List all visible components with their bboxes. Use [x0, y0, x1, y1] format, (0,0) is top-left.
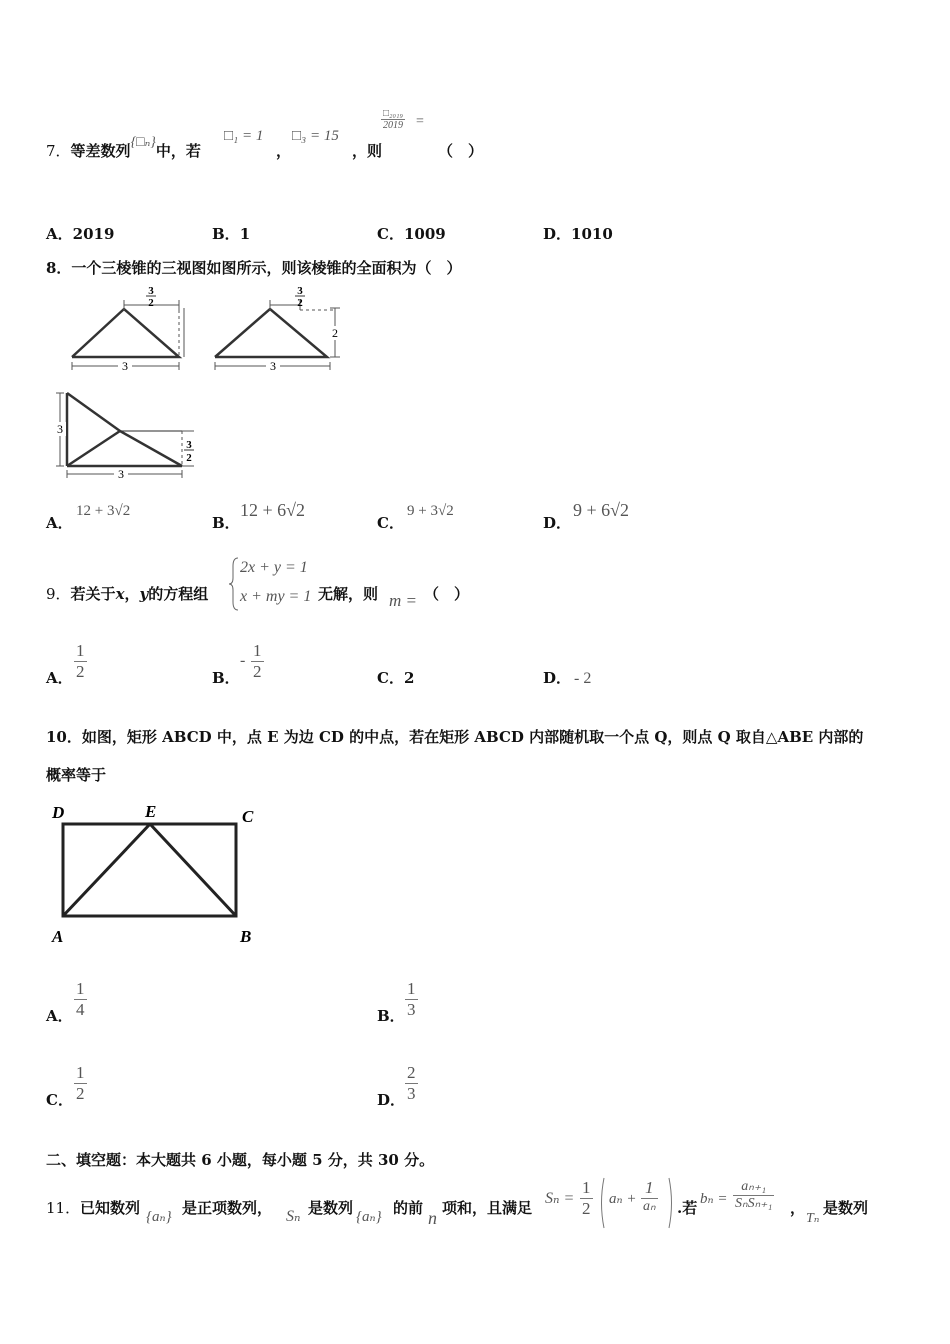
q9-paren: （ ）: [424, 585, 470, 603]
q8-option-a-value[interactable]: 12 + 3√2: [76, 503, 131, 519]
q8-option-a-label[interactable]: A．: [46, 514, 73, 532]
q7-number: 7．: [46, 142, 71, 160]
q10-option-c-value[interactable]: $\frac{1}{2}$: [76, 1063, 85, 1103]
q11-inverse: $\frac{1}{\text{aₙ}}$: [643, 1178, 656, 1214]
section-2-heading: 二、填空题：本大题共 6 小题，每小题 5 分，共 30 分。: [46, 1151, 435, 1169]
q8-top-half-den: 2: [186, 452, 192, 464]
q11-seq-1: {aₙ}: [146, 1209, 172, 1225]
q11-an: aₙ +: [609, 1191, 637, 1207]
q8-option-d-value[interactable]: 9 + 6√2: [573, 500, 630, 520]
q8-front-half-num: 3: [148, 285, 154, 297]
q9-text-3: 无解，则: [318, 585, 379, 603]
q8-text: 8．一个三棱锥的三视图如图所示，则该棱锥的全面积为（ ）: [46, 259, 462, 277]
q9-x: x: [115, 585, 125, 603]
q7-eq: =: [416, 114, 424, 129]
q8-option-b-label[interactable]: B．: [212, 514, 240, 532]
q9-option-d-label[interactable]: D．: [543, 669, 572, 687]
q9-option-b-value[interactable]: $\frac{1}{2}$: [253, 641, 262, 681]
q10-label-a: A: [52, 927, 64, 946]
q8-top-height: 3: [57, 422, 63, 436]
q10-option-b-label[interactable]: B．: [377, 1007, 405, 1025]
q10-line-2: 概率等于: [46, 766, 107, 784]
q7-frac-num: □₂₀₁₉: [383, 108, 403, 119]
q7-text-3: ，则: [352, 142, 383, 160]
q7-option-a[interactable]: A．2019: [46, 225, 115, 243]
q8-top-base: 3: [118, 467, 124, 480]
q11-sn: Sₙ: [286, 1208, 301, 1225]
q11-text-5: 项和，且满足: [442, 1199, 533, 1217]
q10-label-d: D: [52, 803, 65, 822]
q11-n: n: [428, 1208, 437, 1228]
q7-a1: □₁ = 1: [224, 128, 264, 144]
q11-text-1: 已知数列: [80, 1199, 141, 1217]
q7-sequence: {□ₙ}: [130, 135, 156, 150]
q8-top-view: [48, 386, 198, 480]
q10-option-a-value[interactable]: $\frac{1}{4}$: [76, 979, 85, 1019]
q8-option-c-value[interactable]: 9 + 3√2: [407, 503, 454, 519]
q9-option-d-value[interactable]: - 2: [574, 670, 592, 687]
q8-option-c-label[interactable]: C．: [377, 514, 404, 532]
q11-bn-eq: bₙ =: [700, 1191, 728, 1207]
q9-eq2: x + my = 1: [240, 588, 312, 605]
q11-text-3: 是数列: [308, 1199, 354, 1217]
q7-frac-den: 2019: [382, 120, 403, 131]
q7-paren: （ ）: [438, 142, 484, 160]
q11-bn-fraction: $\frac{\text{aₙ₊₁}}{\text{SₙSₙ₊₁}}$: [735, 1179, 773, 1212]
q11-seq-2: {aₙ}: [356, 1209, 382, 1225]
q10-option-b-value[interactable]: $\frac{1}{3}$: [407, 979, 416, 1019]
q7-sep: ，: [276, 142, 292, 160]
q11-text-4: 的前: [393, 1199, 424, 1217]
q11-half: $\frac{1}{2}$: [582, 1178, 591, 1218]
q8-front-view: [62, 282, 202, 374]
q7-text-1: 等差数列: [70, 142, 131, 160]
q7-option-b[interactable]: B．1: [212, 225, 251, 243]
q7-fraction: [381, 108, 405, 131]
q10-label-b: B: [240, 927, 252, 946]
q11-text-8: 是数列: [823, 1199, 869, 1217]
q11-text-7: ，: [790, 1199, 806, 1217]
q10-option-c-label[interactable]: C．: [46, 1091, 73, 1109]
q7-a3: □₃ = 15: [292, 128, 339, 144]
q8-side-height: 2: [332, 326, 338, 340]
q9-option-a-label[interactable]: A．: [46, 669, 73, 687]
q7-option-d[interactable]: D．1010: [543, 225, 613, 243]
q11-text-2: 是正项数列，: [182, 1199, 273, 1217]
q9-option-c[interactable]: C．2: [377, 669, 415, 687]
q9-number: 9．: [46, 585, 71, 603]
q10-option-d-value[interactable]: $\frac{2}{3}$: [407, 1063, 416, 1103]
q11-sn-eq: Sₙ =: [545, 1190, 575, 1207]
q9-text-2: 的方程组: [148, 585, 209, 603]
q10-option-d-label[interactable]: D．: [377, 1091, 406, 1109]
q9-option-b-sign[interactable]: -: [240, 652, 246, 669]
q10-label-c: C: [242, 807, 254, 826]
q9-m: m =: [389, 591, 417, 610]
q7-option-c[interactable]: C．1009: [377, 225, 446, 243]
q10-option-a-label[interactable]: A．: [46, 1007, 73, 1025]
q7-text-2: 中，若: [155, 142, 201, 160]
q10-figure: [46, 798, 276, 948]
q10-line-1: 10．如图，矩形 ABCD 中，点 E 为边 CD 的中点，若在矩形 ABCD 内部随机取一个点 Q，则点 Q 取自△ABE 内部的: [46, 728, 864, 746]
q9-option-a-value[interactable]: $\frac{1}{2}$: [76, 641, 85, 681]
q9-option-b-label[interactable]: B．: [212, 669, 240, 687]
q8-option-d-label[interactable]: D．: [543, 514, 572, 532]
q8-side-base: 3: [270, 359, 276, 373]
q9-eq1: 2x + y = 1: [240, 559, 308, 576]
q8-top-half-num: 3: [186, 439, 192, 451]
q11-number: 11．: [46, 1199, 81, 1217]
q8-front-base: 3: [122, 359, 128, 373]
q9-y: y: [139, 585, 149, 603]
q11-tn: Tₙ: [806, 1211, 820, 1226]
q9-brace: [228, 556, 240, 612]
q8-side-view: [205, 282, 355, 374]
q10-label-e: E: [145, 802, 157, 821]
q11-text-6: .若: [677, 1199, 698, 1217]
q8-front-half-den: 2: [148, 297, 154, 309]
q9-text-1: 若关于: [70, 585, 116, 603]
q9-comma: ，: [124, 585, 140, 603]
q8-side-half-num: 3: [297, 285, 303, 297]
q8-side-half-den: 2: [297, 297, 303, 309]
q8-option-b-value[interactable]: 12 + 6√2: [240, 500, 306, 520]
